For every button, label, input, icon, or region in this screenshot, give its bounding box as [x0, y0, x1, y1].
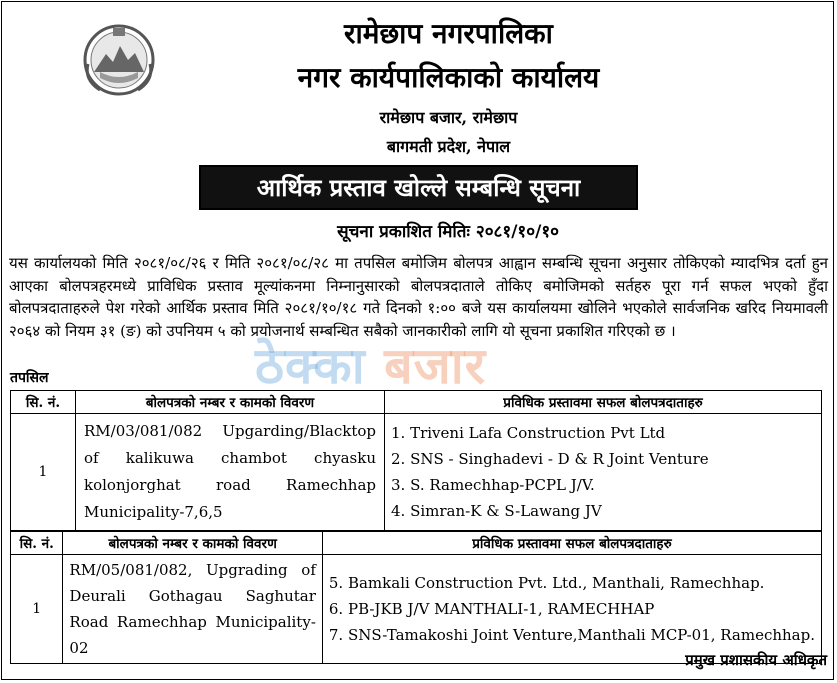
header-bidders: प्रविधिक प्रस्तावमा सफल बोलपत्रदाताहरु [322, 532, 821, 555]
header-description: बोलपत्रको नम्बर र कामको विवरण [76, 391, 385, 414]
bidder-list [322, 555, 821, 664]
office-name: नगर कार्यपालिकाको कार्यालय [297, 61, 600, 94]
watermark-part2: बजार [384, 337, 487, 395]
tapsil-label: तपसिल [10, 370, 49, 386]
table-row [11, 414, 822, 531]
row-sn: 1 [11, 555, 63, 664]
list-item: 4. Simran-K & S-Lawang JV [391, 502, 602, 520]
header-description: बोलपत्रको नम्बर र कामको विवरण [63, 532, 322, 555]
list-item: 1. Triveni Lafa Construction Pvt Ltd [391, 424, 666, 442]
bid-table-1 [10, 390, 822, 531]
list-item: 5. Bamkali Construction Pvt. Ltd., Manthali, Ramechhap. [328, 574, 765, 592]
watermark [255, 330, 486, 398]
publish-date: सूचना प्रकाशित मितिः २०८१/१०/१० [337, 222, 559, 242]
list-item: 7. SNS-Tamakoshi Joint Venture,Manthali MCP-01, Ramechhap. [328, 626, 815, 644]
notice-body: यस कार्यालयको मिति २०८१/०८/२६ र मिति २०८१/०८/२८ मा तपसिल बमोजिम बोलपत्र आह्वान सम्बन्धि सूचना अनुसार तोकिएको म्यादभित्र दर्ता हुन आएका बोलपत्रहरमध्ये प्राविधिक प्रस्ताव मूल्यांकनमा निम्नानुसारको बोलपत्रदाताले तोकिए बमोजिमको सर्तहरु पूरा गर्न सफल भएको हुँदा बोलपत्रदाताहरुले पेश गरेको आर्थिक प्रस्ताव मिति २०८१/१०/१८ गते दिनको १:०० बजे यस कार्यालयमा खोलिने भएकोले सार्वजनिक खरिद नियमावली २०६४ को नियम ३१ (ङ) को उपनियम ५ को प्रयोजनार्थ सम्बन्धित सबैको जानकारीको लागि यो सूचना प्रकाशित गरिएको छ । [9, 254, 828, 340]
list-item: 3. S. Ramechhap-PCPL J/V. [391, 476, 595, 494]
list-item: 2. SNS - Singhadevi - D & R Joint Venture [391, 450, 709, 468]
notice-title-banner: आर्थिक प्रस्ताव खोल्ले सम्बन्धि सूचना [199, 165, 638, 210]
header-sn: सि. नं. [11, 532, 63, 555]
address-line-2: बागमती प्रदेश, नेपाल [386, 137, 511, 156]
table-row [11, 555, 822, 664]
bid-table-2 [10, 531, 822, 664]
table-header-row [11, 532, 822, 555]
row-description: RM/05/081/082, Upgrading of Deurali Gothagau Saghutar Road Ramechhap Municipality-02 [63, 555, 322, 664]
bidder-list [385, 414, 822, 531]
list-item: 6. PB-JKB J/V MANTHALI-1, RAMECHHAP [328, 600, 655, 618]
header-bidders: प्रविधिक प्रस्तावमा सफल बोलपत्रदाताहरु [385, 391, 822, 414]
header-sn: सि. नं. [11, 391, 76, 414]
row-sn: 1 [11, 414, 76, 531]
watermark-part1: ठेक्का [255, 337, 366, 395]
org-name: रामेछाप नगरपालिका [344, 17, 553, 50]
signature-title: प्रमुख प्रशासकीय अधिकृत [685, 651, 827, 669]
address-line-1: रामेछाप बजार, रामेछाप [379, 108, 518, 127]
row-description: RM/03/081/082 Upgarding/Blacktop of kalikuwa chambot chyasku kolonjorghat road Ramechhap Municipality-7,6,5 [76, 414, 385, 531]
table-header-row [11, 391, 822, 414]
